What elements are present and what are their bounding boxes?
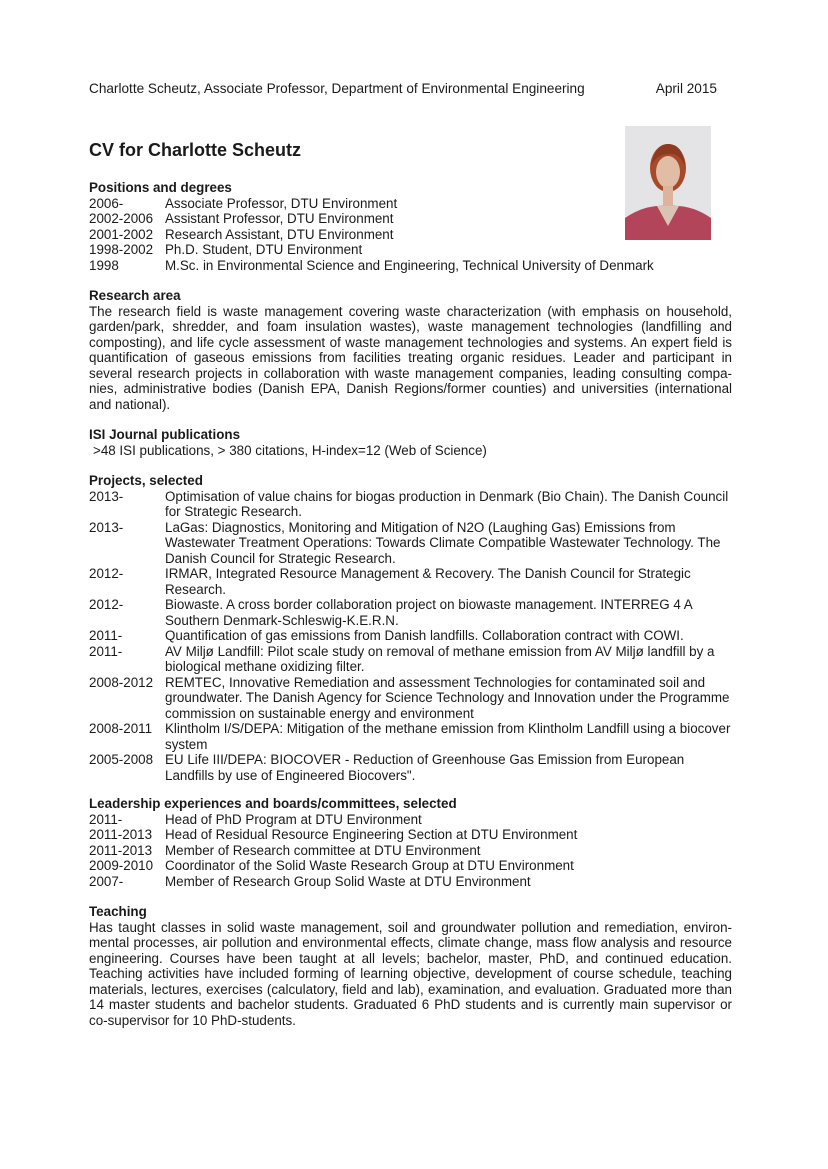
item-text: Member of Research Group Solid Waste at DTU Environment <box>165 873 531 889</box>
list-item <box>89 628 732 644</box>
item-text: Research Assistant, DTU Environment <box>165 226 394 242</box>
list-item <box>89 227 732 243</box>
item-date: 2002-2006 <box>89 211 154 226</box>
item-text: LaGas: Diagnostics, Monitoring and Mitigation of N2O (Laughing Gas) Emissions from Wastewater Treatment Operations: Towards Climate Compatible Wastewater Technology. The Danish Council for Strategic Research. <box>165 519 721 566</box>
list-item <box>89 827 732 843</box>
isi-section <box>89 427 732 458</box>
header-date: April 2015 <box>655 81 717 96</box>
isi-text: >48 ISI publications, > 380 citations, H-index=12 (Web of Science) <box>93 442 487 458</box>
list-item <box>89 858 732 874</box>
header-author: Charlotte Scheutz, Associate Professor, Department of Environmental Engineering <box>89 81 585 96</box>
item-text: Quantification of gas emissions from Danish landfills. Collaboration contract with COWI. <box>165 628 684 643</box>
projects-heading: Projects, selected <box>89 473 203 488</box>
list-item <box>89 843 732 859</box>
leadership-section <box>89 796 732 889</box>
item-date: 2006- <box>89 195 124 211</box>
page-title: CV for Charlotte Scheutz <box>89 140 302 160</box>
item-text: Member of Research committee at DTU Environment <box>165 842 481 858</box>
list-item <box>89 566 732 597</box>
item-text: IRMAR, Integrated Resource Management & Recovery. The Danish Council for Strategic Research. <box>165 566 691 597</box>
item-text: REMTEC, Innovative Remediation and assessment Technologies for contaminated soil and groundwater. The Danish Agency for Science Technology and Innovation under the Programme commission on sustainable energy and environment <box>165 674 730 721</box>
leadership-heading: Leadership experiences and boards/committees, selected <box>89 796 457 811</box>
list-item <box>89 489 732 520</box>
item-text: Coordinator of the Solid Waste Research Group at DTU Environment <box>165 858 574 873</box>
list-item <box>89 752 732 783</box>
item-date: 2007- <box>89 873 124 889</box>
item-text: Ph.D. Student, DTU Environment <box>165 242 363 257</box>
item-date: 2012- <box>89 566 124 581</box>
research-heading: Research area <box>89 288 181 303</box>
item-text: Optimisation of value chains for biogas production in Denmark (Bio Chain). The Danish Council for Strategic Research. <box>165 488 729 519</box>
list-item <box>89 520 732 567</box>
item-date: 2008-2011 <box>89 721 153 736</box>
item-date: 2009-2010 <box>89 858 154 873</box>
list-item <box>89 211 732 227</box>
item-date: 2005-2008 <box>89 752 154 767</box>
item-text: Biowaste. A cross border collaboration project on biowaste management. INTERREG 4 A Southern Denmark-Schleswig-K.E.R.N. <box>165 597 692 628</box>
positions-heading: Positions and degrees <box>89 180 232 195</box>
item-date: 2011-2013 <box>89 827 153 842</box>
teaching-heading: Teaching <box>89 904 147 919</box>
item-date: 2013- <box>89 488 124 504</box>
list-item <box>89 258 732 274</box>
item-date: 2011- <box>89 811 123 827</box>
item-date: 2013- <box>89 519 124 535</box>
item-date: 2008-2012 <box>89 674 154 690</box>
item-text: Klintholm I/S/DEPA: Mitigation of the methane emission from Klintholm Landfill using a biocover system <box>165 721 731 752</box>
item-text: Assistant Professor, DTU Environment <box>165 211 394 226</box>
list-item <box>89 874 732 890</box>
teaching-text: Has taught classes in solid waste management, soil and groundwater pollution and remediation, environmental processes, air pollution and environmental effects, climate change, mass flow analysis and resource engineering. Courses have been taught at all levels; bachelor, master, PhD, and continued education. Teaching activities have included forming of learning objective, development of course schedule, teaching materials, lectures, exercises (calculatory, field and lab), examination, and evaluation. Graduated more than 14 master students and bachelor students. Graduated 6 PhD students and is currently main supervisor or co-supervisor for 10 PhD-students. <box>89 919 732 1028</box>
item-text: M.Sc. in Environmental Science and Engineering, Technical University of Denmark <box>165 257 654 273</box>
item-date: 1998 <box>89 257 119 273</box>
item-text: Associate Professor, DTU Environment <box>165 195 398 211</box>
item-text: AV Miljø Landfill: Pilot scale study on removal of methane emission from AV Miljø landfill by a biological methane oxidizing filter. <box>165 643 715 674</box>
list-item <box>89 644 732 675</box>
list-item <box>89 597 732 628</box>
projects-section <box>89 473 732 783</box>
list-item <box>89 675 732 722</box>
list-item <box>89 812 732 828</box>
teaching-section <box>89 904 732 1028</box>
item-text: EU Life III/DEPA: BIOCOVER - Reduction of Greenhouse Gas Emission from European Landfills by use of Engineered Biocovers". <box>165 752 685 783</box>
item-date: 2011- <box>89 643 123 659</box>
list-item <box>89 242 732 258</box>
item-date: 2001-2002 <box>89 226 154 242</box>
item-date: 2012- <box>89 597 124 612</box>
isi-heading: ISI Journal publications <box>89 427 241 442</box>
positions-section <box>89 180 732 273</box>
page-header <box>89 81 717 97</box>
list-item <box>89 196 732 212</box>
research-section <box>89 288 732 412</box>
item-text: Head of Residual Resource Engineering Section at DTU Environment <box>165 827 578 842</box>
item-date: 2011-2013 <box>89 842 153 858</box>
item-text: Head of PhD Program at DTU Environment <box>165 811 422 827</box>
item-date: 2011- <box>89 628 123 643</box>
research-text: The research field is waste management covering waste characterization (with emphasis on household, garden/park, shredder, and foam insulation wastes), waste management technologies (landfilling and composting), and life cycle assessment of waste management technologies and systems. An expert field is quantification of gaseous emissions from facilities treating organic residues. Leader and participant in several research projects in collaboration with waste management companies, leading consulting companies, administrative bodies (Danish EPA, Danish Regions/former counties) and universities (international and national). <box>89 303 732 412</box>
item-date: 1998-2002 <box>89 242 154 257</box>
list-item <box>89 721 732 752</box>
